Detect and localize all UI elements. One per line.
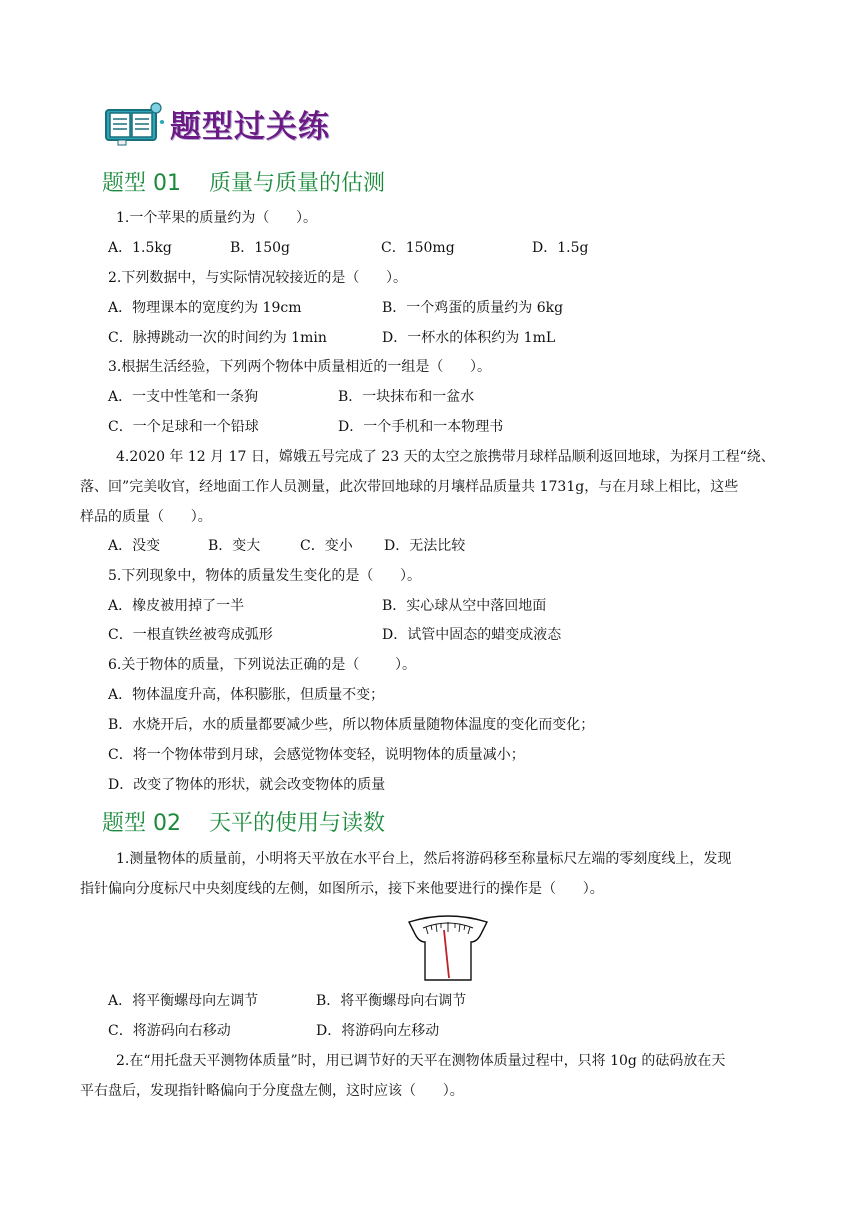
option-b: B．150g xyxy=(230,240,290,256)
option-b: B．将平衡螺母向右调节 xyxy=(316,993,467,1009)
option-a: A．没变 xyxy=(108,538,161,554)
option-a: A．1.5kg xyxy=(108,240,172,256)
question-1-stem: 1.一个苹果的质量约为（ ）。 xyxy=(116,210,318,226)
option-a: A．将平衡螺母向左调节 xyxy=(108,993,259,1009)
question-2-stem: 2.下列数据中，与实际情况较接近的是（ ）。 xyxy=(108,270,408,286)
option-c: C．一根直铁丝被弯成弧形 xyxy=(108,627,273,643)
option-c: C．150mg xyxy=(381,240,455,256)
option-a: A．物理课本的宽度约为 19cm xyxy=(108,300,302,316)
option-a: A．一支中性笔和一条狗 xyxy=(108,389,259,405)
option-d: D．一杯水的体积约为 1mL xyxy=(382,330,556,346)
book-icon xyxy=(104,100,166,146)
question-4-line-3: 样品的质量（ ）。 xyxy=(80,509,212,525)
option-a: A．物体温度升高，体积膨胀，但质量不变； xyxy=(108,687,385,703)
option-d: D．试管中固态的蜡变成液态 xyxy=(382,627,562,643)
option-b: B．实心球从空中落回地面 xyxy=(382,598,547,614)
option-d: D．一个手机和一本物理书 xyxy=(338,419,504,435)
question-4-line-1: 4.2020 年 12 月 17 日，嫦娥五号完成了 23 天的太空之旅携带月球样品顺利返回地球，为探月工程“绕、 xyxy=(116,449,775,465)
section-heading-02: 题型 02 天平的使用与读数 xyxy=(102,811,385,836)
option-b: B．一块抹布和一盆水 xyxy=(338,389,475,405)
option-d: D．将游码向左移动 xyxy=(316,1023,440,1039)
question-1-line-2: 指针偏向分度标尺中央刻度线的左侧，如图所示，接下来他要进行的操作是（ ）。 xyxy=(80,881,604,897)
option-b: B．变大 xyxy=(208,538,261,554)
question-2-line-2: 平右盘后，发现指针略偏向于分度盘左侧，这时应该（ ）。 xyxy=(80,1083,464,1099)
option-d: D．无法比较 xyxy=(384,538,466,554)
option-c: C．脉搏跳动一次的时间约为 1min xyxy=(108,330,327,346)
option-c: C．将一个物体带到月球，会感觉物体变轻，说明物体的质量减小； xyxy=(108,747,525,763)
balance-scale-dial-figure xyxy=(405,912,491,984)
option-d: D．改变了物体的形状，就会改变物体的质量 xyxy=(108,777,386,793)
option-c: C．变小 xyxy=(300,538,353,554)
option-b: B．一个鸡蛋的质量约为 6kg xyxy=(382,300,564,316)
option-a: A．橡皮被用掉了一半 xyxy=(108,598,245,614)
question-2-line-1: 2.在“用托盘天平测物体质量”时，用已调节好的天平在测物体质量过程中，只将 10g 的砝码放在天 xyxy=(116,1053,726,1069)
option-b: B．水烧开后，水的质量都要减少些，所以物体质量随物体温度的变化而变化； xyxy=(108,717,595,733)
option-c: C．将游码向右移动 xyxy=(108,1023,231,1039)
question-4-line-2: 落、回”完美收官，经地面工作人员测量，此次带回地球的月壤样品质量共 1731g，与在月球上相比，这些 xyxy=(80,479,739,495)
question-3-stem: 3.根据生活经验，下列两个物体中质量相近的一组是（ ）。 xyxy=(108,359,492,375)
section-heading-01: 题型 01 质量与质量的估测 xyxy=(102,171,385,196)
question-6-stem: 6.关于物体的质量，下列说法正确的是（ ）。 xyxy=(108,657,416,673)
banner xyxy=(104,98,330,148)
banner-title: 题型过关练 xyxy=(170,108,330,145)
question-5-stem: 5.下列现象中，物体的质量发生变化的是（ ）。 xyxy=(108,568,422,584)
option-c: C．一个足球和一个铅球 xyxy=(108,419,259,435)
option-d: D．1.5g xyxy=(532,240,589,256)
question-1-line-1: 1.测量物体的质量前，小明将天平放在水平台上，然后将游码移至称量标尺左端的零刻度线上，发现 xyxy=(116,851,732,867)
